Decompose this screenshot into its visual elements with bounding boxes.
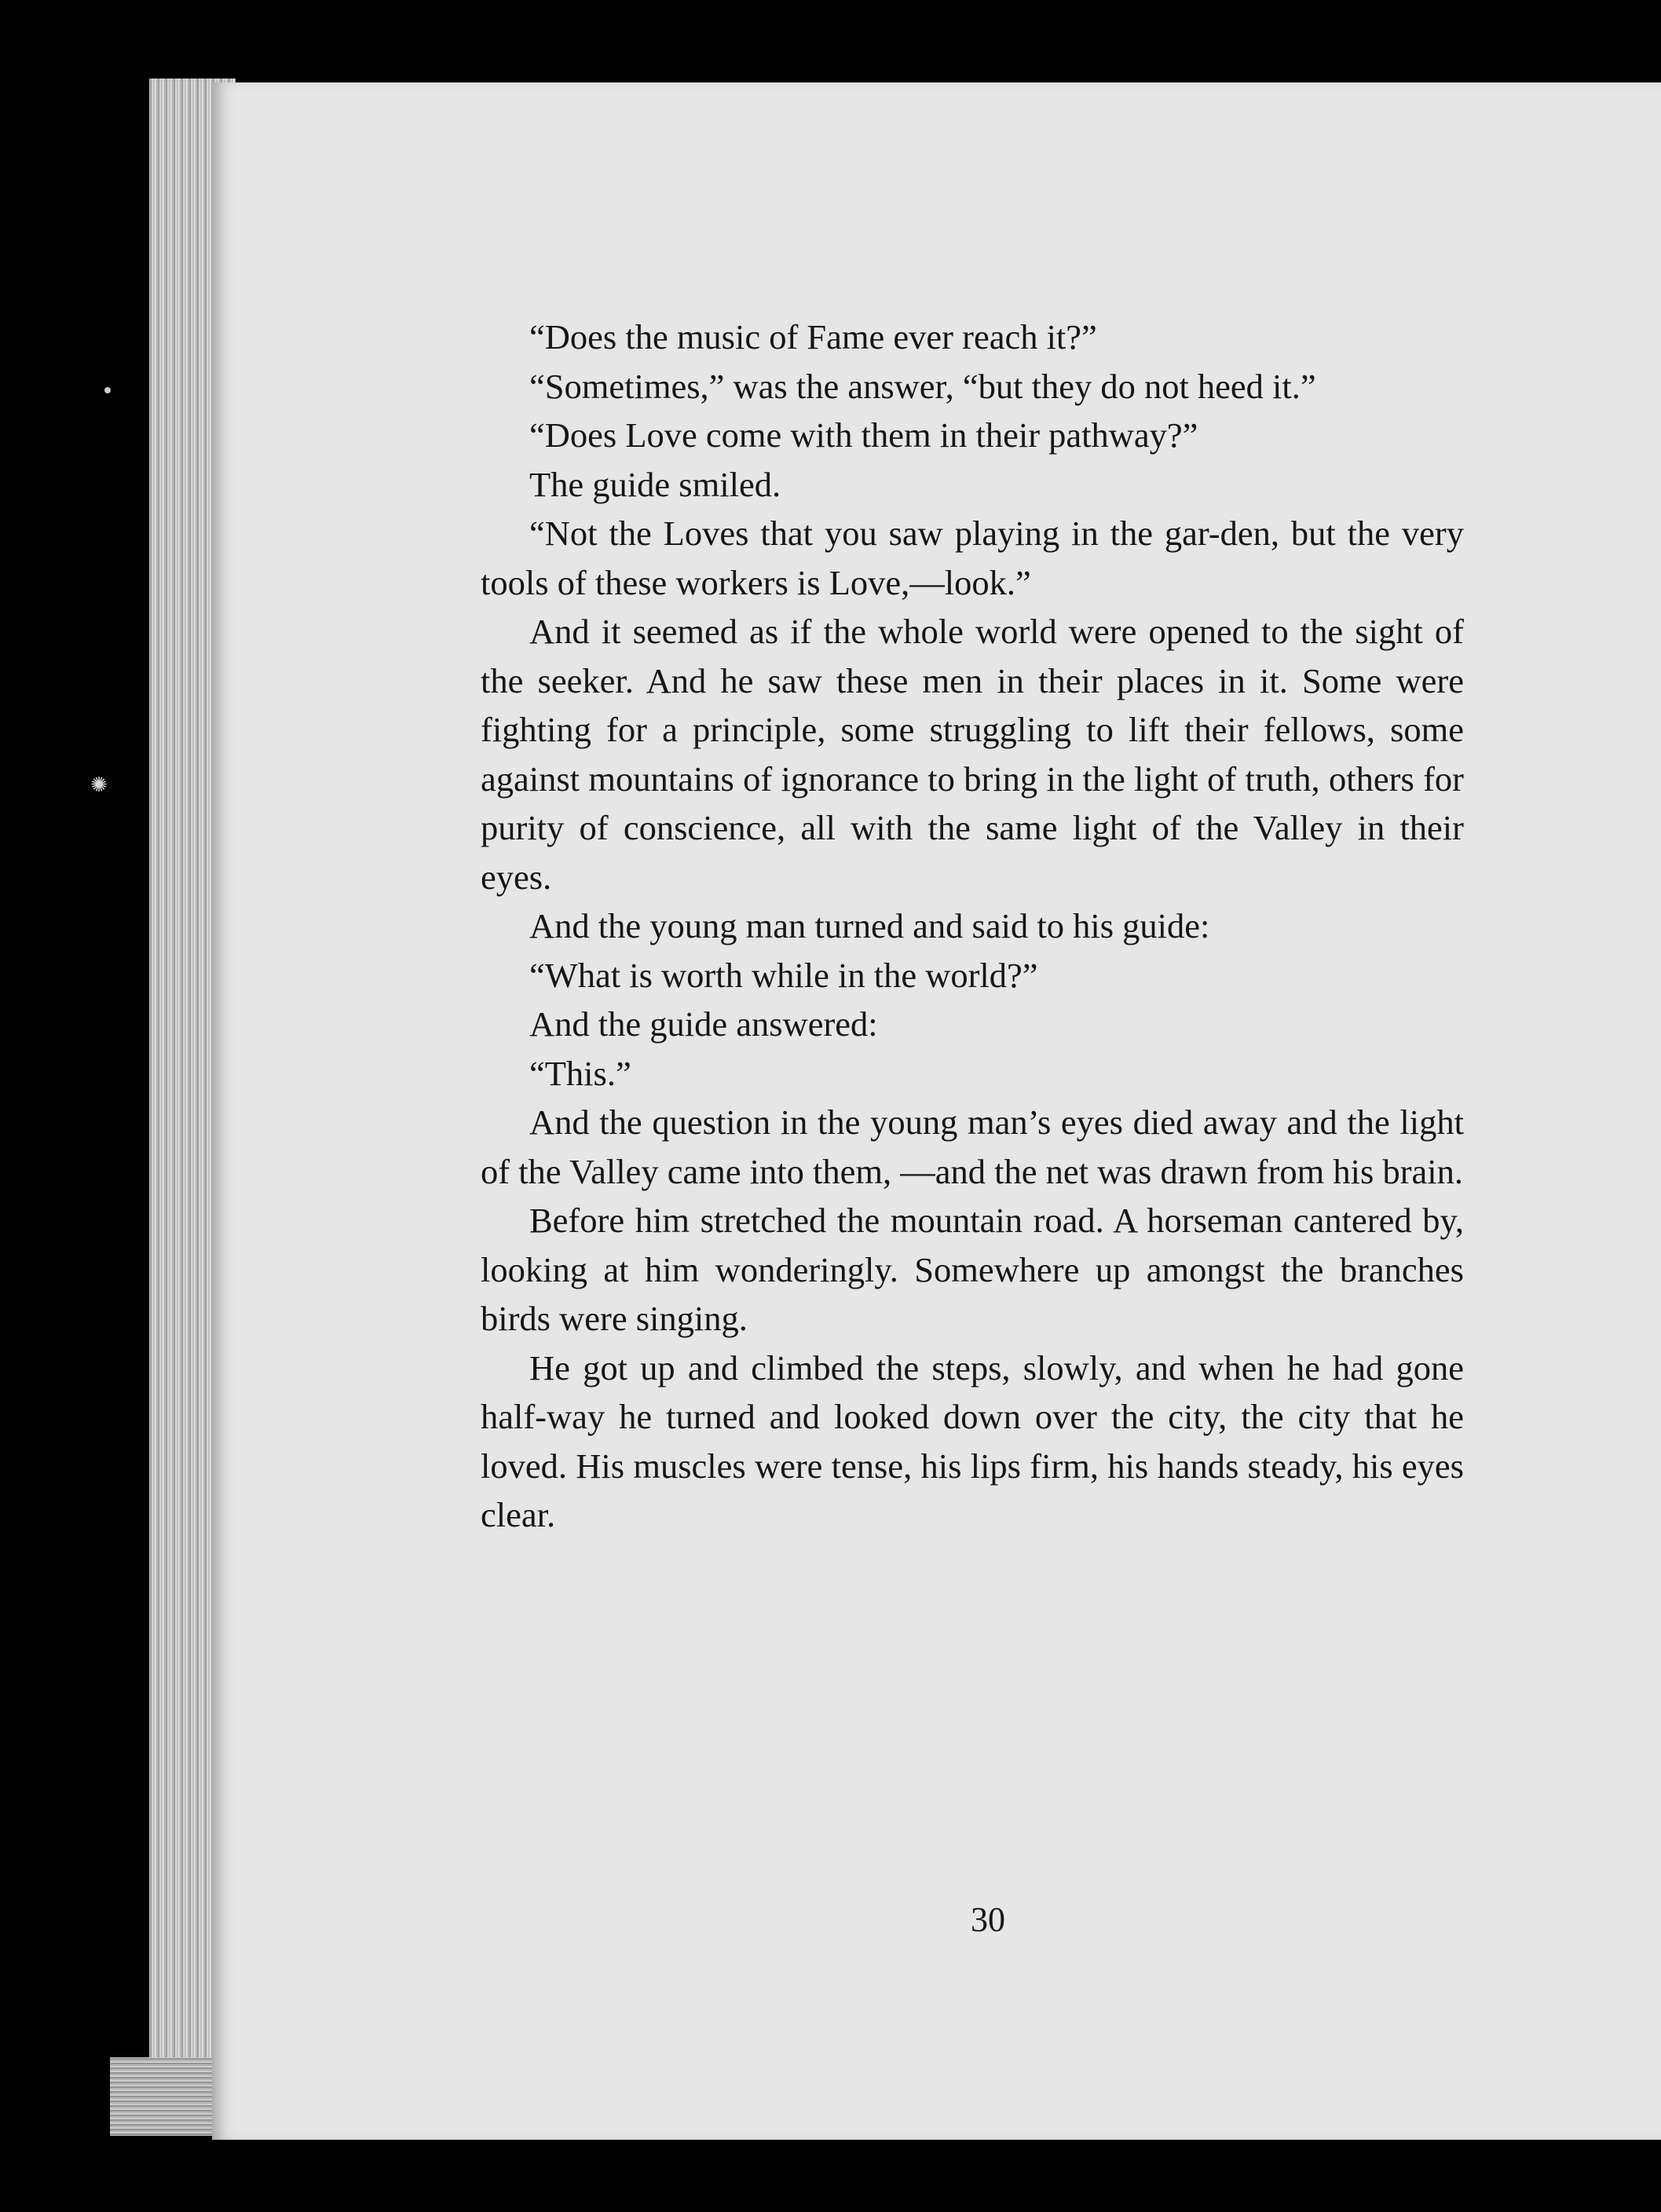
paragraph: “Sometimes,” was the answer, “but they do not heed it.” xyxy=(529,366,1316,406)
paragraph: “What is worth while in the world?” xyxy=(529,955,1038,995)
paragraph: “This.” xyxy=(529,1053,631,1093)
paragraph: And the young man turned and said to his guide: xyxy=(529,906,1210,945)
page-number: 30 xyxy=(971,1900,1005,1939)
paragraph: And the question in the young man’s eyes died away and the light of the Valley came into them, —and the net was drawn from his brain. xyxy=(481,1102,1464,1191)
paragraph: “Not the Loves that you saw playing in the gar-den, but the very tools of these workers is Love,—look.” xyxy=(481,514,1464,602)
margin-blot-icon: ✺ xyxy=(90,773,108,797)
paragraph: Before him stretched the mountain road. A horseman cantered by, looking at him wonderingly. Somewhere up amongst the branches birds were singing. xyxy=(481,1201,1464,1338)
paragraph: “Does the music of Fame ever reach it?” xyxy=(529,317,1097,356)
margin-speck xyxy=(104,387,111,393)
paragraph: And the guide answered: xyxy=(529,1004,878,1044)
paragraph: And it seemed as if the whole world were opened to the sight of the seeker. And he saw these men in their places in it. Some were fighting for a principle, some struggling to lift their fellows, some against mountains of ignorance to bring in the light of truth, others for purity of conscience, all with the same light of the Valley in their eyes. xyxy=(481,612,1464,897)
body-text xyxy=(481,313,1464,1540)
paragraph: The guide smiled. xyxy=(529,464,781,504)
paragraph: “Does Love come with them in their pathway?” xyxy=(529,415,1198,455)
paragraph: He got up and climbed the steps, slowly, and when he had gone half-way he turned and looked down over the city, the city that he loved. His muscles were tense, his lips firm, his hands steady, his eyes clear. xyxy=(481,1347,1464,1534)
